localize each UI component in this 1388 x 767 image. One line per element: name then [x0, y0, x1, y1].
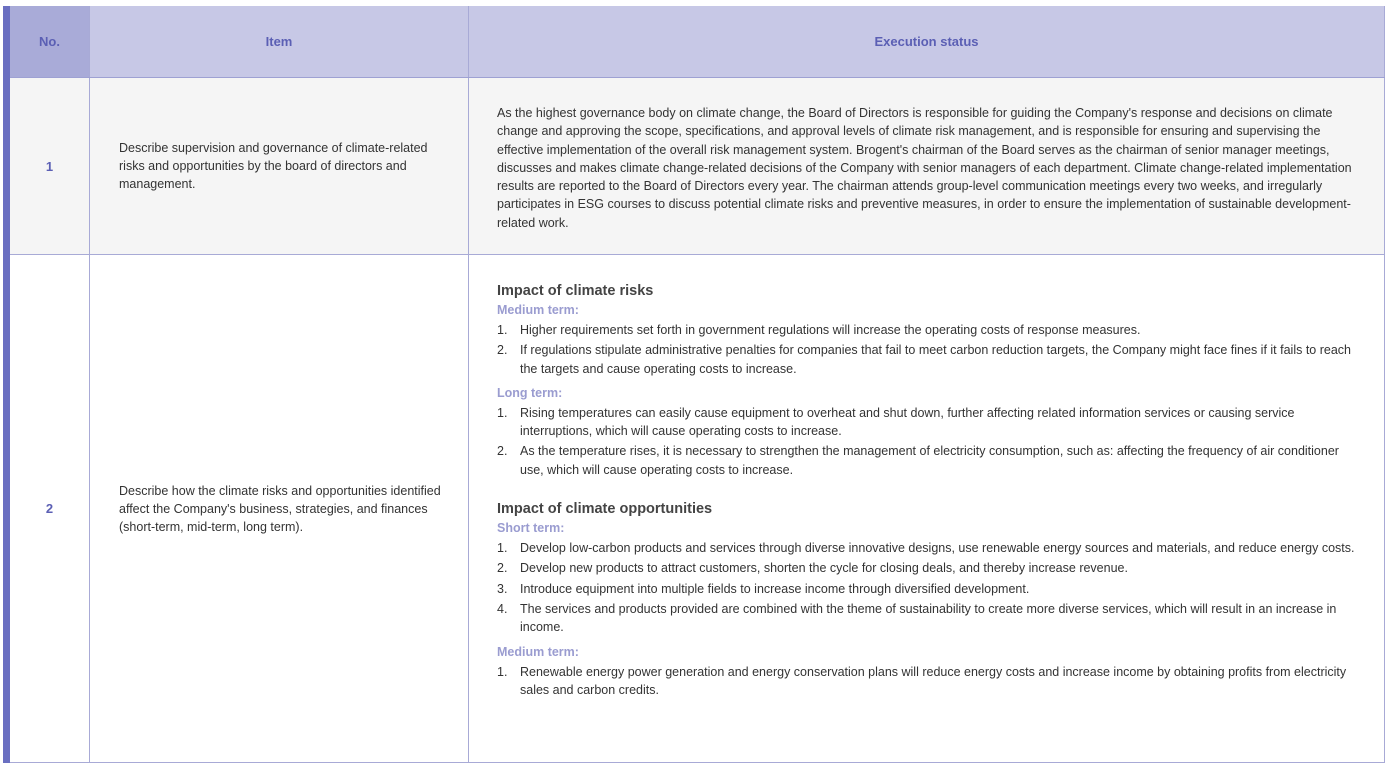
- term-label: Short term:: [497, 521, 565, 536]
- row-execution-cell: [469, 78, 1385, 254]
- term-label: Medium term:: [497, 644, 579, 659]
- list-number: 2.: [497, 561, 508, 576]
- term-label: Medium term:: [497, 303, 579, 317]
- list-text: As the temperature rises, it is necessary to strengthen the management of electricity consumption, such as: affecting the frequency of air conditioner use, which will cause operating costs to increase.: [520, 444, 1339, 477]
- row-item-text: Describe supervision and governance of climate-related risks and opportunities by the board of directors and management.: [119, 141, 428, 191]
- row-execution-text: As the highest governance body on climate change, the Board of Directors is responsible for guiding the Company's response and decisions on climate change and approving the scope, specifications, and approval levels of climate risk management, and is responsible for ensuring and supervising the effective implementation of the overall risk management system. Brogent's chairman of the Board serves as the chairman of senior manager meetings, discusses and makes climate change-related decisions of the Company with senior managers of each department. Climate change-related implementation results are reported to the Board of Directors every year. The chairman attends group-level communication meetings every two weeks, and irregularly participates in ESG courses to discuss potential climate risks and preventive measures, in order to ensure the implementation of sustainable development-related work.: [497, 106, 1352, 230]
- numbered-list: [497, 321, 1364, 378]
- row-item-text: Describe how the climate risks and opportunities identified affect the Company's business, strategies, and finances (short-term, mid-term, long term).: [119, 483, 441, 534]
- table-row: [10, 255, 1385, 763]
- list-number: 1.: [497, 541, 508, 556]
- numbered-list: [497, 539, 1364, 636]
- row-number-cell: [10, 78, 90, 254]
- climate-disclosure-table: [3, 6, 1385, 763]
- list-item: [497, 539, 1364, 557]
- list-item: [497, 404, 1364, 441]
- list-item: [497, 559, 1364, 577]
- list-number: 1.: [497, 405, 508, 420]
- header-execution-label: Execution status: [874, 34, 979, 49]
- section-title-climate-opportunities: Impact of climate opportunities: [497, 501, 713, 518]
- row-number-cell: [10, 255, 90, 762]
- header-no-label: No.: [39, 34, 60, 49]
- row-item-cell: [90, 78, 469, 254]
- list-text: Renewable energy power generation and energy conservation plans will reduce energy costs and increase income by obtaining profits from electricity sales and carbon credits.: [520, 664, 1347, 697]
- list-number: 2.: [497, 444, 508, 459]
- list-number: 1.: [497, 664, 508, 679]
- header-item-cell: [90, 6, 469, 77]
- list-number: 1.: [497, 323, 508, 337]
- table-header-row: [10, 6, 1385, 78]
- list-number: 4.: [497, 601, 508, 616]
- header-no-cell: [10, 6, 90, 77]
- list-number: 2.: [497, 343, 508, 358]
- list-item: [497, 321, 1364, 339]
- term-label: Long term:: [497, 385, 563, 400]
- section-title-climate-risks: Impact of climate risks: [497, 283, 654, 299]
- row-number: 2: [45, 501, 54, 516]
- numbered-list: [497, 404, 1364, 479]
- list-item: [497, 600, 1364, 637]
- list-text: Rising temperatures can easily cause equipment to overheat and shut down, further affecting related information services or causing service interruptions, which will cause operating costs to increase.: [520, 405, 1295, 439]
- table-row: [10, 78, 1385, 255]
- list-text: Develop new products to attract customers, shorten the cycle for closing deals, and thereby increase revenue.: [520, 561, 1128, 576]
- list-item: [497, 580, 1364, 598]
- list-text: If regulations stipulate administrative penalties for companies that fail to meet carbon reduction targets, the Company might face fines if it fails to reach the targets and cause operating costs to increase.: [520, 343, 1351, 376]
- header-execution-cell: [469, 6, 1385, 77]
- list-item: [497, 442, 1364, 479]
- row-number: 1: [45, 158, 54, 174]
- header-item-label: Item: [265, 34, 293, 49]
- list-number: 3.: [497, 581, 508, 596]
- numbered-list: [497, 663, 1364, 700]
- list-text: The services and products provided are combined with the theme of sustainability to create more diverse services, which will result in an increase in income.: [520, 601, 1337, 635]
- list-item: [497, 341, 1364, 378]
- list-item: [497, 663, 1364, 700]
- list-text: Higher requirements set forth in government regulations will increase the operating costs of response measures.: [520, 323, 1141, 337]
- list-text: Develop low-carbon products and services through diverse innovative designs, use renewable energy sources and materials, and reduce energy costs.: [520, 541, 1355, 556]
- execution-details: [469, 255, 1384, 699]
- row-item-cell: [90, 255, 469, 762]
- row-execution-cell: [469, 255, 1385, 762]
- list-text: Introduce equipment into multiple fields to increase income through diversified development.: [520, 581, 1030, 596]
